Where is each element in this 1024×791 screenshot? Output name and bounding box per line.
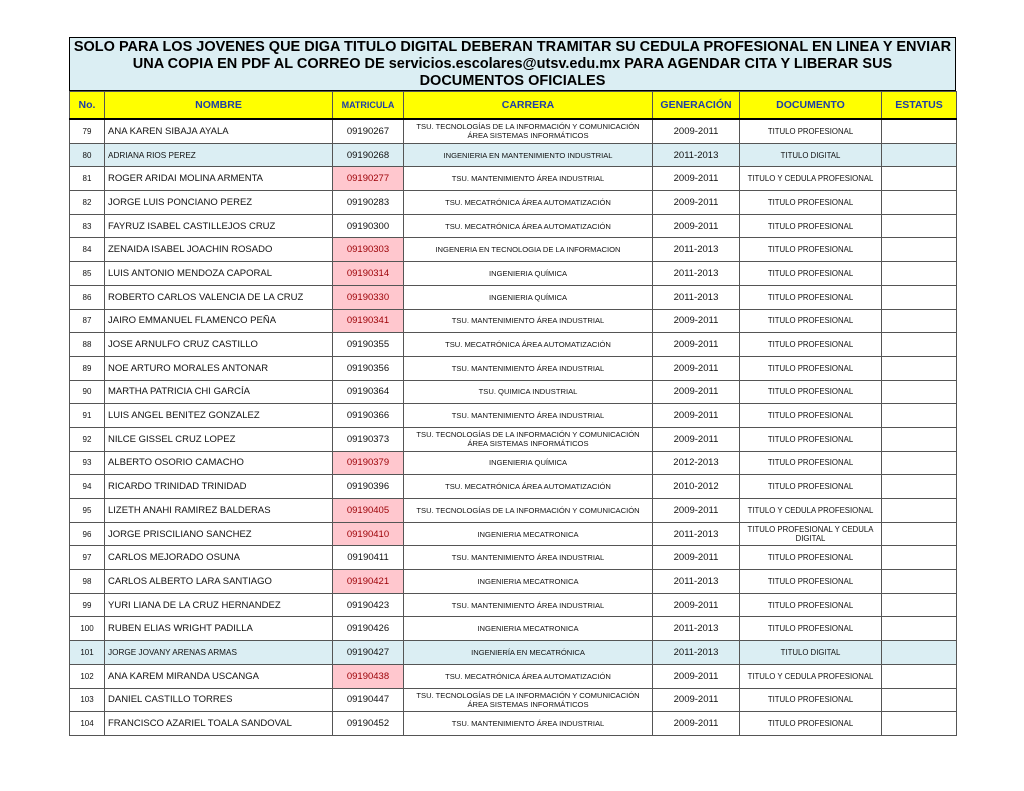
cell-carrera: TSU. MANTENIMIENTO ÁREA INDUSTRIAL [404,356,653,380]
cell-nombre: ANA KAREN SIBAJA AYALA [105,119,333,143]
cell-no: 85 [70,262,105,286]
cell-estatus [882,143,957,167]
cell-nombre: LIZETH ANAHI RAMIREZ BALDERAS [105,499,333,523]
cell-generacion: 2009-2011 [653,333,740,357]
table-row [70,333,957,357]
cell-nombre: JAIRO EMMANUEL FLAMENCO PEÑA [105,309,333,333]
cell-documento: TITULO PROFESIONAL [740,451,882,475]
cell-no: 103 [70,688,105,712]
cell-carrera: TSU. MANTENIMIENTO ÁREA INDUSTRIAL [404,593,653,617]
cell-matricula: 09190341 [333,309,404,333]
cell-estatus [882,238,957,262]
cell-carrera: TSU. MECATRÓNICA ÁREA AUTOMATIZACIÓN [404,664,653,688]
cell-no: 104 [70,712,105,736]
cell-estatus [882,712,957,736]
cell-generacion: 2009-2011 [653,404,740,428]
cell-generacion: 2011-2013 [653,262,740,286]
cell-carrera: TSU. TECNOLOGÍAS DE LA INFORMACIÓN Y COMUNICACIÓN ÁREA SISTEMAS INFORMÁTICOS [404,688,653,712]
cell-generacion: 2009-2011 [653,191,740,215]
cell-estatus [882,546,957,570]
cell-generacion: 2009-2011 [653,546,740,570]
cell-estatus [882,404,957,428]
cell-carrera: INGENIERIA QUÍMICA [404,262,653,286]
cell-no: 83 [70,214,105,238]
cell-documento: TITULO PROFESIONAL [740,404,882,428]
cell-generacion: 2010-2012 [653,475,740,499]
cell-estatus [882,617,957,641]
cell-nombre: LUIS ANGEL BENITEZ GONZALEZ [105,404,333,428]
cell-carrera: INGENIERIA EN MANTENIMIENTO INDUSTRIAL [404,143,653,167]
cell-no: 102 [70,664,105,688]
cell-documento: TITULO PROFESIONAL [740,356,882,380]
cell-no: 98 [70,570,105,594]
cell-documento: TITULO PROFESIONAL [740,570,882,594]
table-row [70,522,957,546]
notice-line-3: DOCUMENTOS OFICIALES [419,73,606,89]
cell-carrera: TSU. TECNOLOGÍAS DE LA INFORMACIÓN Y COMUNICACIÓN ÁREA SISTEMAS INFORMÁTICOS [404,119,653,143]
cell-documento: TITULO PROFESIONAL [740,333,882,357]
table-row [70,641,957,665]
cell-nombre: ROBERTO CARLOS VALENCIA DE LA CRUZ [105,285,333,309]
header-nombre: NOMBRE [105,92,333,120]
table-row [70,427,957,451]
cell-matricula: 09190373 [333,427,404,451]
cell-generacion: 2009-2011 [653,688,740,712]
table-body [70,119,957,735]
cell-no: 84 [70,238,105,262]
cell-generacion: 2009-2011 [653,214,740,238]
cell-estatus [882,641,957,665]
table-row [70,191,957,215]
cell-generacion: 2009-2011 [653,167,740,191]
cell-documento: TITULO Y CEDULA PROFESIONAL [740,664,882,688]
students-table [69,91,957,736]
cell-carrera: TSU. TECNOLOGÍAS DE LA INFORMACIÓN Y COMUNICACIÓN [404,499,653,523]
cell-no: 79 [70,119,105,143]
cell-nombre: ZENAIDA ISABEL JOACHIN ROSADO [105,238,333,262]
notice-line-1: SOLO PARA LOS JOVENES QUE DIGA TITULO DIGITAL DEBERAN TRAMITAR SU CEDULA PROFESIONAL EN LINEA Y ENVIAR [73,39,952,55]
table-row [70,356,957,380]
cell-generacion: 2009-2011 [653,593,740,617]
cell-no: 80 [70,143,105,167]
cell-carrera: TSU. MANTENIMIENTO ÁREA INDUSTRIAL [404,546,653,570]
cell-estatus [882,119,957,143]
cell-estatus [882,380,957,404]
cell-no: 87 [70,309,105,333]
cell-no: 100 [70,617,105,641]
cell-estatus [882,475,957,499]
cell-estatus [882,427,957,451]
cell-matricula: 09190364 [333,380,404,404]
cell-documento: TITULO DIGITAL [740,143,882,167]
cell-nombre: RUBEN ELIAS WRIGHT PADILLA [105,617,333,641]
cell-documento: TITULO PROFESIONAL [740,262,882,286]
cell-nombre: YURI LIANA DE LA CRUZ HERNANDEZ [105,593,333,617]
cell-nombre: ADRIANA RIOS PEREZ [105,143,333,167]
cell-matricula: 09190426 [333,617,404,641]
cell-no: 92 [70,427,105,451]
cell-generacion: 2009-2011 [653,712,740,736]
cell-nombre: ANA KAREM MIRANDA USCANGA [105,664,333,688]
cell-estatus [882,356,957,380]
cell-nombre: MARTHA PATRICIA CHI GARCÍA [105,380,333,404]
cell-generacion: 2011-2013 [653,285,740,309]
cell-matricula: 09190267 [333,119,404,143]
cell-generacion: 2011-2013 [653,570,740,594]
table-row [70,380,957,404]
header-carrera: CARRERA [404,92,653,120]
cell-estatus [882,285,957,309]
cell-matricula: 09190330 [333,285,404,309]
table-row [70,309,957,333]
cell-estatus [882,688,957,712]
cell-matricula: 09190410 [333,522,404,546]
table-row [70,119,957,143]
cell-generacion: 2011-2013 [653,522,740,546]
cell-documento: TITULO PROFESIONAL [740,309,882,333]
cell-no: 96 [70,522,105,546]
cell-no: 89 [70,356,105,380]
cell-no: 101 [70,641,105,665]
table-row [70,262,957,286]
cell-carrera: INGENIERÍA EN MECATRÓNICA [404,641,653,665]
cell-estatus [882,191,957,215]
cell-matricula: 09190405 [333,499,404,523]
cell-nombre: ROGER ARIDAI MOLINA ARMENTA [105,167,333,191]
table-row [70,499,957,523]
cell-documento: TITULO PROFESIONAL [740,214,882,238]
header-no: No. [70,92,105,120]
table-row [70,688,957,712]
cell-matricula: 09190283 [333,191,404,215]
cell-carrera: INGENIERIA QUÍMICA [404,451,653,475]
cell-matricula: 09190300 [333,214,404,238]
table-row [70,167,957,191]
cell-estatus [882,309,957,333]
cell-matricula: 09190355 [333,333,404,357]
cell-carrera: TSU. MECATRÓNICA ÁREA AUTOMATIZACIÓN [404,214,653,238]
table-row [70,238,957,262]
cell-matricula: 09190421 [333,570,404,594]
cell-generacion: 2009-2011 [653,664,740,688]
table-row [70,475,957,499]
cell-carrera: INGENIERIA MECATRONICA [404,522,653,546]
cell-documento: TITULO PROFESIONAL [740,617,882,641]
cell-estatus [882,593,957,617]
cell-nombre: LUIS ANTONIO MENDOZA CAPORAL [105,262,333,286]
cell-estatus [882,167,957,191]
cell-carrera: TSU. MANTENIMIENTO ÁREA INDUSTRIAL [404,404,653,428]
cell-documento: TITULO Y CEDULA PROFESIONAL [740,499,882,523]
cell-carrera: TSU. TECNOLOGÍAS DE LA INFORMACIÓN Y COMUNICACIÓN ÁREA SISTEMAS INFORMÁTICOS [404,427,653,451]
cell-no: 95 [70,499,105,523]
cell-no: 81 [70,167,105,191]
cell-generacion: 2012-2013 [653,451,740,475]
cell-generacion: 2009-2011 [653,427,740,451]
cell-nombre: JORGE LUIS PONCIANO PEREZ [105,191,333,215]
cell-carrera: TSU. MANTENIMIENTO ÁREA INDUSTRIAL [404,309,653,333]
cell-matricula: 09190438 [333,664,404,688]
cell-carrera: TSU. MECATRÓNICA ÁREA AUTOMATIZACIÓN [404,333,653,357]
cell-carrera: TSU. MANTENIMIENTO ÁREA INDUSTRIAL [404,712,653,736]
cell-matricula: 09190314 [333,262,404,286]
cell-documento: TITULO PROFESIONAL [740,593,882,617]
cell-generacion: 2011-2013 [653,143,740,167]
cell-no: 93 [70,451,105,475]
cell-generacion: 2009-2011 [653,356,740,380]
cell-carrera: INGENIERIA MECATRONICA [404,617,653,641]
cell-no: 86 [70,285,105,309]
cell-estatus [882,451,957,475]
cell-carrera: INGENIERIA MECATRONICA [404,570,653,594]
header-generacion: GENERACIÓN [653,92,740,120]
table-row [70,593,957,617]
table-row [70,664,957,688]
cell-matricula: 09190423 [333,593,404,617]
cell-documento: TITULO PROFESIONAL [740,688,882,712]
table-row [70,617,957,641]
cell-matricula: 09190356 [333,356,404,380]
cell-nombre: NILCE GISSEL CRUZ LOPEZ [105,427,333,451]
cell-documento: TITULO PROFESIONAL Y CEDULA DIGITAL [740,522,882,546]
table-row [70,712,957,736]
table-row [70,546,957,570]
cell-nombre: JOSE ARNULFO CRUZ CASTILLO [105,333,333,357]
header-estatus: ESTATUS [882,92,957,120]
cell-generacion: 2009-2011 [653,499,740,523]
cell-matricula: 09190379 [333,451,404,475]
cell-documento: TITULO PROFESIONAL [740,285,882,309]
cell-nombre: ALBERTO OSORIO CAMACHO [105,451,333,475]
cell-nombre: NOE ARTURO MORALES ANTONAR [105,356,333,380]
table-row [70,143,957,167]
cell-estatus [882,570,957,594]
cell-generacion: 2011-2013 [653,617,740,641]
cell-nombre: RICARDO TRINIDAD TRINIDAD [105,475,333,499]
cell-estatus [882,262,957,286]
cell-documento: TITULO PROFESIONAL [740,238,882,262]
cell-estatus [882,214,957,238]
students-sheet [69,37,956,736]
cell-nombre: FAYRUZ ISABEL CASTILLEJOS CRUZ [105,214,333,238]
cell-documento: TITULO PROFESIONAL [740,427,882,451]
cell-carrera: TSU. MECATRÓNICA ÁREA AUTOMATIZACIÓN [404,191,653,215]
cell-generacion: 2009-2011 [653,380,740,404]
table-row [70,451,957,475]
table-row [70,214,957,238]
cell-documento: TITULO PROFESIONAL [740,712,882,736]
table-row [70,285,957,309]
cell-generacion: 2009-2011 [653,119,740,143]
table-row [70,404,957,428]
cell-estatus [882,333,957,357]
cell-no: 82 [70,191,105,215]
cell-matricula: 09190303 [333,238,404,262]
cell-nombre: DANIEL CASTILLO TORRES [105,688,333,712]
cell-carrera: TSU. MANTENIMIENTO ÁREA INDUSTRIAL [404,167,653,191]
cell-matricula: 09190268 [333,143,404,167]
cell-generacion: 2011-2013 [653,238,740,262]
cell-documento: TITULO PROFESIONAL [740,475,882,499]
cell-nombre: CARLOS ALBERTO LARA SANTIAGO [105,570,333,594]
header-row [70,92,957,120]
cell-documento: TITULO PROFESIONAL [740,380,882,404]
cell-matricula: 09190427 [333,641,404,665]
cell-estatus [882,522,957,546]
cell-nombre: JORGE JOVANY ARENAS ARMAS [105,641,333,665]
cell-documento: TITULO PROFESIONAL [740,119,882,143]
cell-no: 99 [70,593,105,617]
cell-matricula: 09190452 [333,712,404,736]
header-documento: DOCUMENTO [740,92,882,120]
cell-matricula: 09190396 [333,475,404,499]
cell-documento: TITULO Y CEDULA PROFESIONAL [740,167,882,191]
cell-estatus [882,664,957,688]
cell-generacion: 2011-2013 [653,641,740,665]
cell-carrera: TSU. QUIMICA INDUSTRIAL [404,380,653,404]
cell-documento: TITULO PROFESIONAL [740,191,882,215]
cell-no: 91 [70,404,105,428]
header-matricula: MATRICULA [333,92,404,120]
cell-nombre: JORGE PRISCILIANO SANCHEZ [105,522,333,546]
cell-no: 90 [70,380,105,404]
cell-no: 97 [70,546,105,570]
cell-documento: TITULO DIGITAL [740,641,882,665]
table-row [70,570,957,594]
cell-matricula: 09190411 [333,546,404,570]
cell-estatus [882,499,957,523]
cell-documento: TITULO PROFESIONAL [740,546,882,570]
cell-matricula: 09190277 [333,167,404,191]
notice-banner [69,37,956,91]
cell-nombre: CARLOS MEJORADO OSUNA [105,546,333,570]
cell-matricula: 09190366 [333,404,404,428]
cell-carrera: INGENERIA EN TECNOLOGIA DE LA INFORMACION [404,238,653,262]
cell-matricula: 09190447 [333,688,404,712]
cell-generacion: 2009-2011 [653,309,740,333]
cell-carrera: INGENIERIA QUÍMICA [404,285,653,309]
cell-carrera: TSU. MECATRÓNICA ÁREA AUTOMATIZACIÓN [404,475,653,499]
cell-nombre: FRANCISCO AZARIEL TOALA SANDOVAL [105,712,333,736]
notice-line-2: UNA COPIA EN PDF AL CORREO DE servicios.escolares@utsv.edu.mx PARA AGENDAR CITA Y LIBERAR SUS [132,56,893,72]
cell-no: 94 [70,475,105,499]
cell-no: 88 [70,333,105,357]
